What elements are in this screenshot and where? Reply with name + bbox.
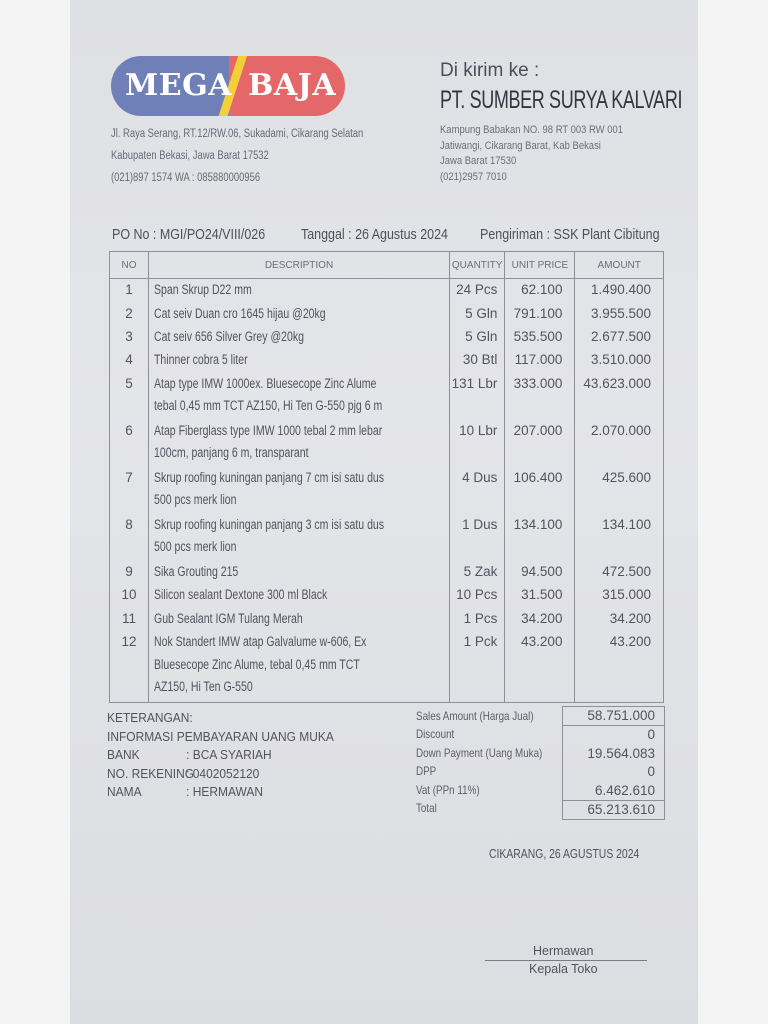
table-header-row [110, 252, 664, 279]
item-amount: 2.677.500 [575, 326, 664, 349]
item-unit-price: 34.200 [505, 608, 575, 631]
item-unit-price: 62.100 [505, 279, 575, 303]
item-description-line: 500 pcs merk lion [154, 492, 237, 508]
item-description [149, 326, 450, 349]
item-description [149, 631, 450, 701]
item-quantity: 10 Pcs [449, 584, 504, 607]
po-shipping: Pengiriman : SSK Plant Cibitung [480, 227, 660, 243]
bank-label: BANK [107, 747, 140, 762]
col-header-no: NO [110, 252, 149, 279]
col-header-description: DESCRIPTION [149, 252, 450, 279]
item-quantity: 10 Lbr [449, 420, 504, 467]
items-body [110, 279, 664, 703]
item-quantity: 1 Pcs [449, 608, 504, 631]
bank-row [107, 746, 334, 765]
summary-label-down-payment: Down Payment (Uang Muka) [416, 745, 543, 760]
item-description-line: Cat seiv 656 Silver Grey @20kg [154, 329, 305, 344]
recipient-address-line: Jawa Barat 17530 [440, 155, 517, 167]
item-unit-price: 31.500 [505, 584, 575, 607]
item-description-line: Skrup roofing kuningan panjang 3 cm isi satu dus [154, 516, 385, 532]
item-amount: 43.623.000 [575, 373, 664, 420]
table-row [110, 420, 664, 467]
table-filler-cell [505, 702, 575, 703]
summary-label-sales: Sales Amount (Harga Jual) [416, 709, 534, 723]
item-description-line: Thinner cobra 5 liter [154, 352, 248, 368]
table-row [110, 326, 664, 349]
item-unit-price: 207.000 [505, 420, 575, 467]
item-unit-price: 535.500 [505, 326, 575, 349]
col-header-amount: AMOUNT [575, 252, 664, 279]
item-description-line: Span Skrup D22 mm [154, 282, 252, 297]
recipient-address-line: Kampung Babakan NO. 98 RT 003 RW 001 [440, 124, 624, 136]
item-no: 11 [110, 608, 149, 631]
table-row [110, 467, 664, 514]
item-amount: 43.200 [575, 631, 664, 701]
item-description-line: Skrup roofing kuningan panjang 7 cm isi satu dus [154, 469, 385, 485]
item-description-line: AZ150, Hi Ten G-550 [154, 679, 253, 695]
account-label: NO. REKENING [107, 765, 195, 781]
recipient-address-line: Jatiwangi, Cikarang Barat, Kab Bekasi [440, 139, 601, 152]
table-row [110, 349, 664, 372]
item-no: 7 [110, 467, 149, 514]
item-quantity: 131 Lbr [449, 373, 504, 420]
sender-address [111, 123, 363, 189]
item-description-line: Atap Fiberglass type IMW 1000 tebal 2 mm lebar [154, 422, 383, 438]
item-description-line: Sika Grouting 215 [154, 563, 239, 579]
item-description [149, 420, 450, 467]
summary-values [562, 706, 665, 820]
item-description-line: Atap type IMW 1000ex. Bluesecope Zinc Alume [154, 375, 377, 391]
item-quantity: 5 Zak [449, 561, 504, 584]
item-amount: 315.000 [575, 584, 664, 607]
item-unit-price: 791.100 [505, 303, 575, 326]
item-description [149, 303, 450, 326]
item-amount: 425.600 [575, 467, 664, 514]
bank-value: : BCA SYARIAH [186, 747, 272, 762]
table-row [110, 608, 664, 631]
item-description [149, 279, 450, 303]
item-amount: 472.500 [575, 561, 664, 584]
item-description [149, 349, 450, 372]
payment-notes [107, 709, 334, 802]
item-quantity: 1 Dus [449, 514, 504, 561]
item-quantity: 1 Pck [449, 631, 504, 701]
item-description-line: Gub Sealant IGM Tulang Merah [154, 610, 303, 626]
item-amount: 2.070.000 [575, 420, 664, 467]
table-row [110, 631, 664, 701]
item-amount: 3.510.000 [575, 349, 664, 372]
item-description-line: Silicon sealant Dextone 300 ml Black [154, 587, 328, 603]
po-number: PO No : MGI/PO24/VIII/026 [112, 227, 266, 243]
item-quantity: 5 Gln [449, 326, 504, 349]
summary-labels [416, 707, 542, 817]
logo-word-mega: MEGA [125, 68, 232, 103]
recipient-address [440, 123, 623, 185]
summary-label-vat: Vat (PPn 11%) [416, 782, 480, 797]
item-amount: 3.955.500 [575, 303, 664, 326]
item-amount: 1.490.400 [575, 279, 664, 303]
item-no: 4 [110, 349, 149, 372]
item-description-line: Cat seiv Duan cro 1645 hijau @20kg [154, 305, 326, 321]
item-quantity: 4 Dus [449, 467, 504, 514]
item-description-line: tebal 0,45 mm TCT AZ150, Hi Ten G-550 pjg 6 m [154, 398, 383, 414]
account-row [107, 765, 334, 784]
table-filler-cell [575, 702, 664, 703]
signer-name: Hermawan [533, 944, 594, 958]
item-description [149, 514, 450, 561]
table-row [110, 279, 664, 303]
account-value: : 0402052120 [186, 765, 260, 781]
sender-address-line: Jl. Raya Serang, RT.12/RW.06, Sukadami, Cikarang Selatan [111, 128, 364, 140]
table-row [110, 303, 664, 326]
item-amount: 134.100 [575, 514, 664, 561]
item-description-line: Bluesecope Zinc Alume, tebal 0,45 mm TCT [154, 656, 360, 672]
item-unit-price: 117.000 [505, 349, 575, 372]
item-description-line: 500 pcs merk lion [154, 539, 237, 555]
table-filler-cell [449, 702, 504, 703]
name-value: : HERMAWAN [186, 784, 263, 799]
table-filler-cell [110, 702, 149, 703]
item-no: 3 [110, 326, 149, 349]
summary-label-total: Total [416, 801, 437, 816]
item-no: 2 [110, 303, 149, 326]
table-row [110, 561, 664, 584]
summary-value-discount: 0 [647, 727, 655, 743]
item-no: 8 [110, 514, 149, 561]
recipient-address-line: (021)2957 7010 [440, 170, 507, 183]
item-no: 1 [110, 279, 149, 303]
summary-value-down-payment: 19.564.083 [587, 745, 655, 761]
item-unit-price: 94.500 [505, 561, 575, 584]
summary-label-discount: Discount [416, 727, 455, 742]
item-description [149, 373, 450, 420]
summary-value-vat: 6.462.610 [563, 782, 664, 801]
table-row [110, 373, 664, 420]
item-unit-price: 134.100 [505, 514, 575, 561]
logo-word-baja: BAJA [248, 68, 337, 103]
item-description [149, 608, 450, 631]
summary-label-dpp: DPP [416, 764, 437, 779]
col-header-quantity: QUANTITY [449, 252, 504, 279]
col-header-unit-price: UNIT PRICE [505, 252, 575, 279]
table-row [110, 584, 664, 607]
item-unit-price: 43.200 [505, 631, 575, 701]
item-amount: 34.200 [575, 608, 664, 631]
item-description-line: 100cm, panjang 6 m, transparant [154, 445, 309, 461]
sender-address-line: (021)897 1574 WA : 085880000956 [111, 172, 261, 184]
item-quantity: 30 Btl [449, 349, 504, 372]
signature-line [485, 960, 647, 961]
table-filler-cell [149, 702, 450, 703]
summary-value-total: 65.213.610 [587, 801, 655, 817]
mega-baja-logo [111, 56, 345, 116]
table-row [110, 514, 664, 561]
item-no: 9 [110, 561, 149, 584]
name-label: NAMA [107, 784, 142, 799]
po-date: Tanggal : 26 Agustus 2024 [301, 227, 448, 243]
item-description-line: Nok Standert IMW atap Galvalume w-606, Ex [154, 634, 367, 650]
item-no: 6 [110, 420, 149, 467]
signer-title: Kepala Toko [529, 962, 598, 976]
items-table [109, 251, 664, 703]
item-description [149, 467, 450, 514]
item-unit-price: 106.400 [505, 467, 575, 514]
table-filler-row [110, 702, 664, 703]
item-unit-price: 333.000 [505, 373, 575, 420]
item-no: 10 [110, 584, 149, 607]
notes-title: KETERANGAN: [107, 710, 193, 725]
ship-to-label: Di kirim ke : [440, 60, 540, 81]
item-description [149, 584, 450, 607]
summary-value-sales: 58.751.000 [563, 707, 664, 726]
summary-value-dpp: 0 [647, 764, 655, 780]
name-row [107, 783, 334, 802]
notes-info: INFORMASI PEMBAYARAN UANG MUKA [107, 728, 334, 744]
item-no: 5 [110, 373, 149, 420]
recipient-company: PT. SUMBER SURYA KALVARI [440, 86, 683, 114]
sender-address-line: Kabupaten Bekasi, Jawa Barat 17532 [111, 150, 269, 162]
item-quantity: 5 Gln [449, 303, 504, 326]
place-date: CIKARANG, 26 AGUSTUS 2024 [489, 846, 640, 861]
item-no: 12 [110, 631, 149, 701]
item-description [149, 561, 450, 584]
item-quantity: 24 Pcs [449, 279, 504, 303]
